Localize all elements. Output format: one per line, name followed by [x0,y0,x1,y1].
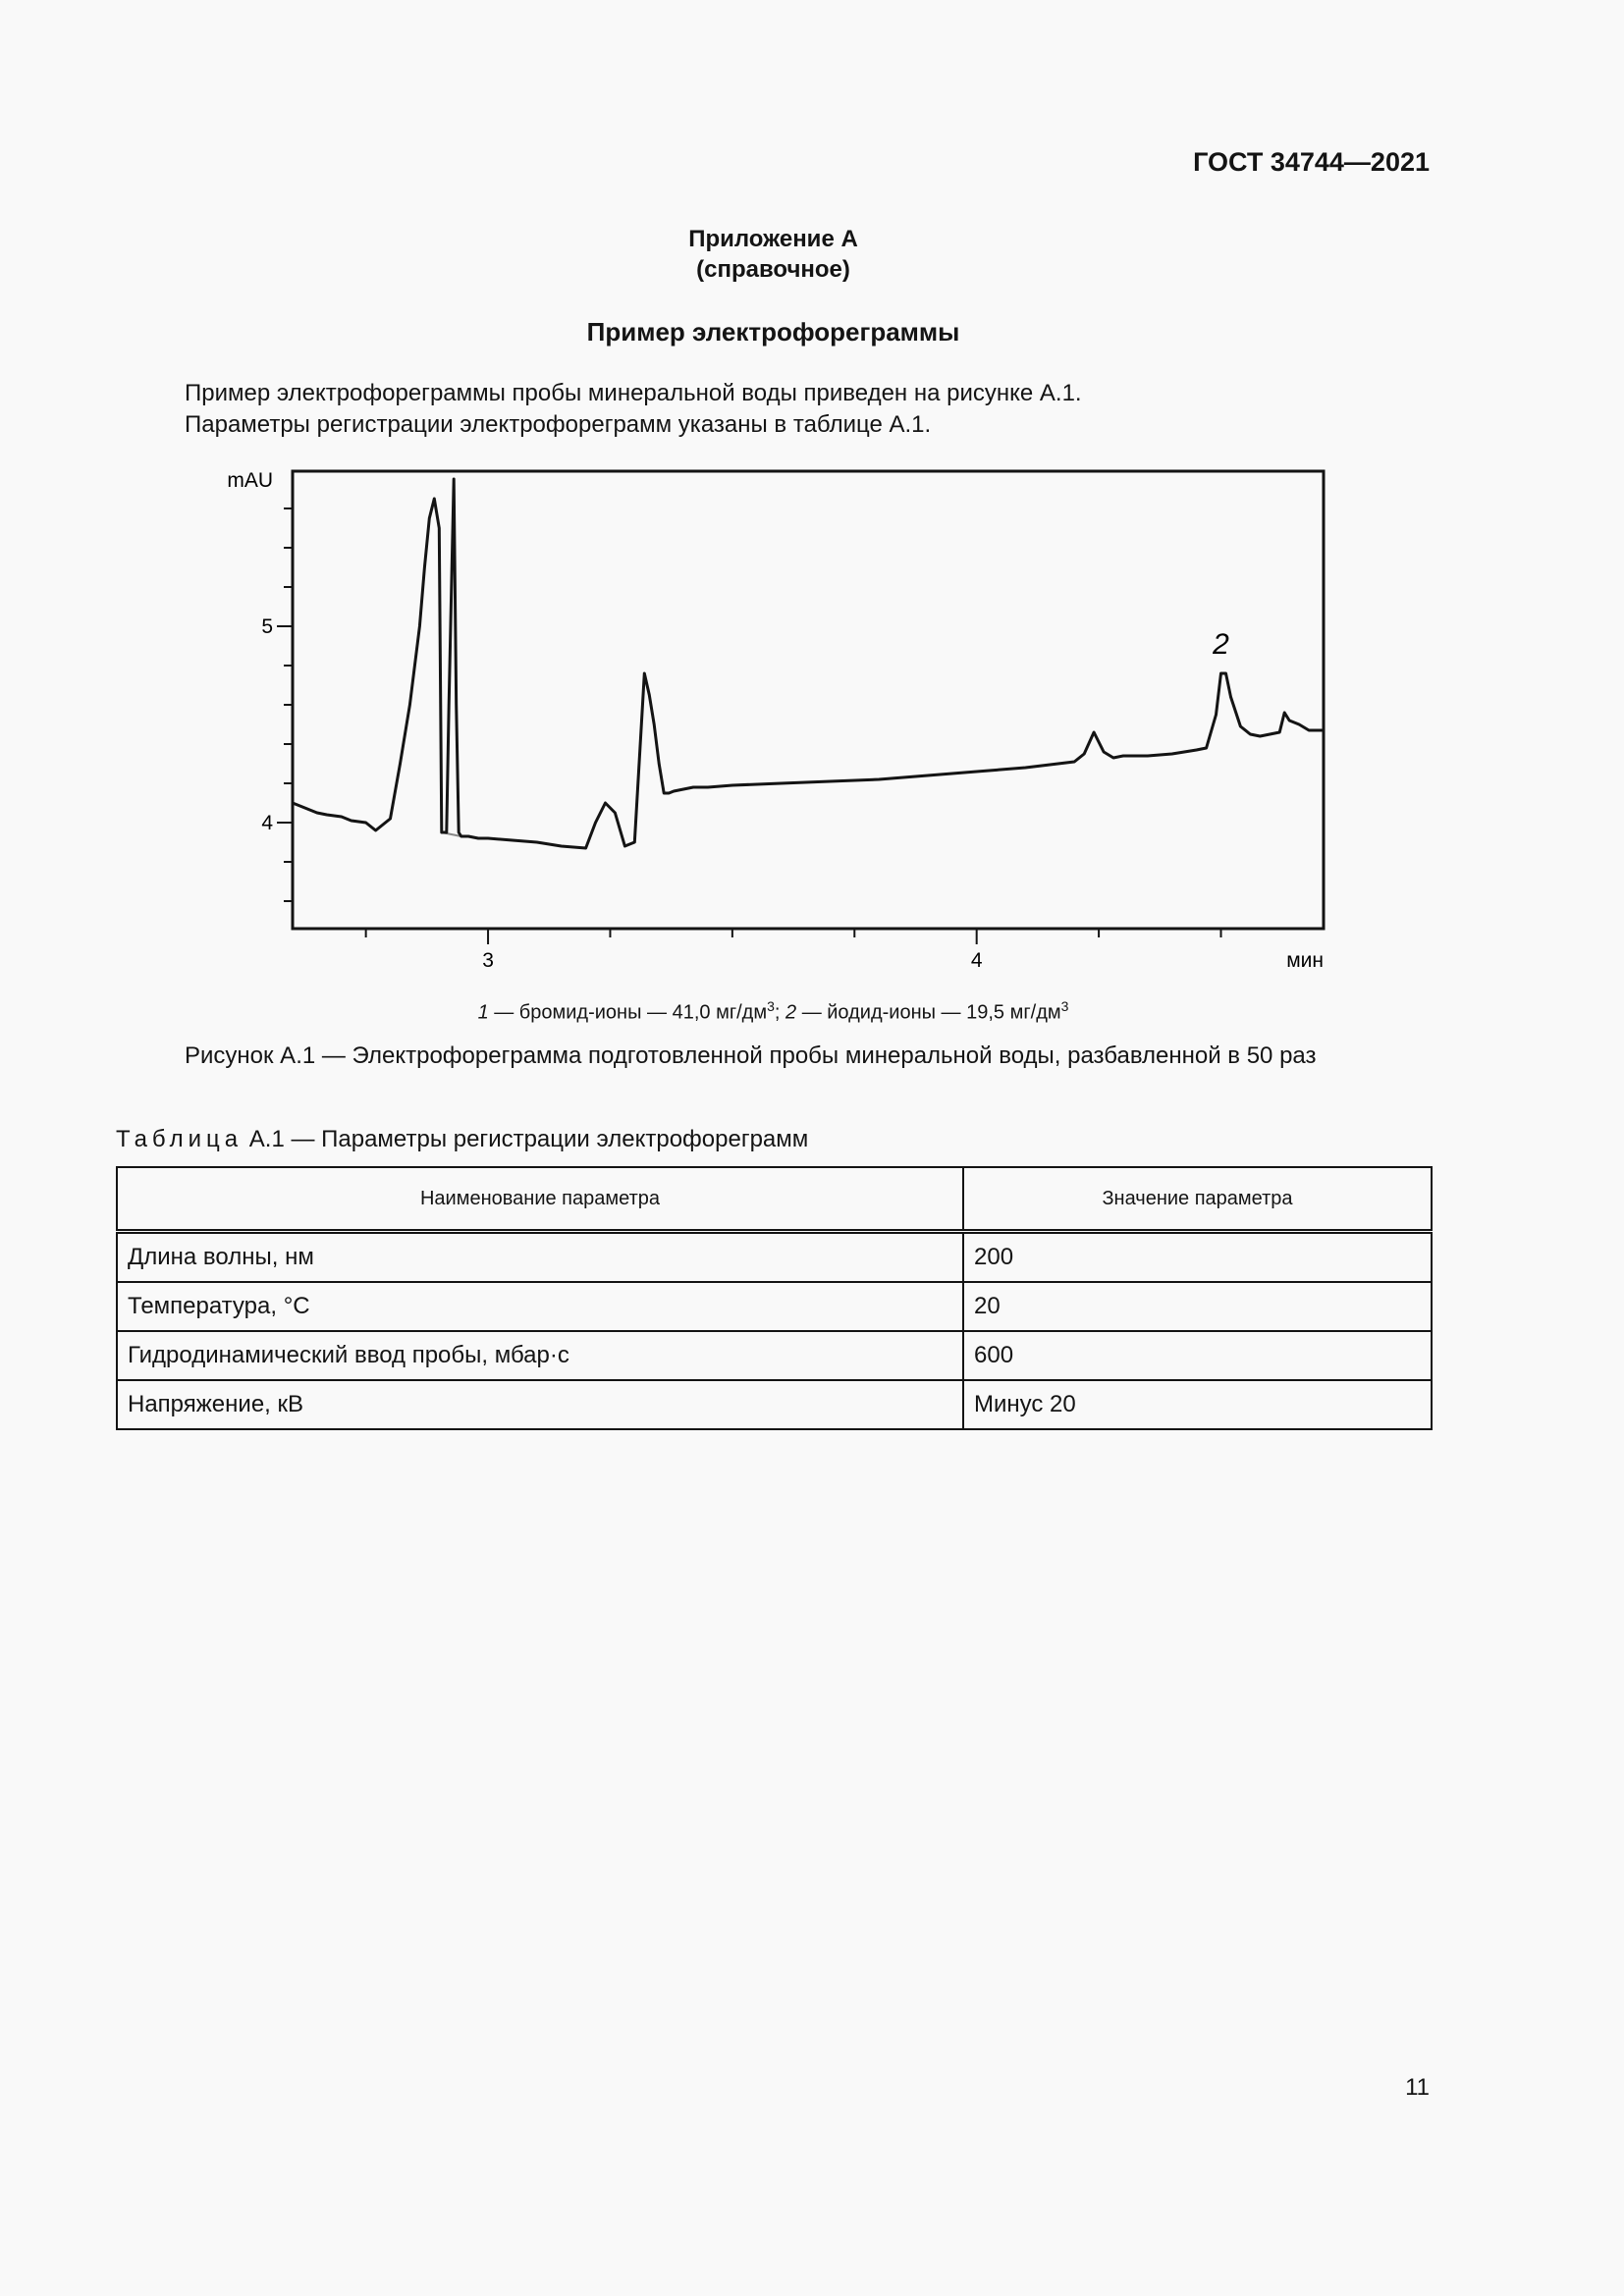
standard-number: ГОСТ 34744—2021 [1193,147,1430,177]
legend-unit-exponent: 3 [1060,998,1069,1014]
table-row [117,1232,1432,1283]
table-row [117,1331,1432,1380]
legend-item-2-text: — йодид-ионы — 19,5 мг/дм [796,1001,1061,1024]
figure-caption: Рисунок А.1 — Электрофореграмма подготовленной пробы минеральной воды, разбавленной в 50 раз [185,1042,1317,1069]
parameter-value: 600 [963,1331,1432,1380]
y-tick-label: 4 [261,812,273,834]
parameter-value: 200 [963,1232,1432,1283]
x-tick-label: 4 [970,949,983,972]
table-caption [116,1126,808,1153]
legend-unit-exponent: 3 [767,998,775,1014]
page-number: 11 [1405,2074,1430,2101]
signal-trace [293,479,1324,848]
y-axis-label: mAU [227,469,273,492]
electropherogram-chart [196,452,1345,982]
parameters-table [116,1166,1433,1430]
paragraph-1: Пример электрофореграммы пробы минеральной воды приведен на рисунке А.1. [185,380,1082,406]
plot-frame [293,471,1324,929]
paragraph-2: Параметры регистрации электрофореграмм указаны в таблице А.1. [185,411,932,438]
header-parameter-value: Значение параметра [963,1167,1432,1232]
header-parameter-name: Наименование параметра [117,1167,963,1232]
peak-label: 2 [1213,628,1229,661]
table-row [117,1282,1432,1331]
parameter-value: 20 [963,1282,1432,1331]
parameter-value: Минус 20 [963,1380,1432,1429]
legend-item-1-text: — бромид-ионы — 41,0 мг/дм [488,1001,768,1024]
parameter-name: Гидродинамический ввод пробы, мбар·с [117,1331,963,1380]
legend-item-1-number: 1 [477,1001,489,1024]
legend-item-2-number: 2 [785,1001,797,1024]
parameter-name: Длина волны, нм [117,1232,963,1283]
table-caption-lead: Таблица [116,1126,244,1152]
table-row [117,1380,1432,1429]
figure-legend [0,998,1546,1025]
appendix-subtitle: (справочное) [696,256,850,283]
x-tick-label: 3 [482,949,494,972]
appendix-title: Приложение А [688,226,858,252]
y-tick-label: 5 [261,615,273,638]
section-title: Пример электрофореграммы [586,317,960,347]
table-caption-text: А.1 — Параметры регистрации электрофореграмм [243,1126,809,1152]
x-axis-label: мин [1286,949,1324,972]
table-header-row [117,1167,1432,1232]
parameter-name: Температура, °С [117,1282,963,1331]
parameter-name: Напряжение, кВ [117,1380,963,1429]
legend-separator: ; [774,1001,786,1024]
